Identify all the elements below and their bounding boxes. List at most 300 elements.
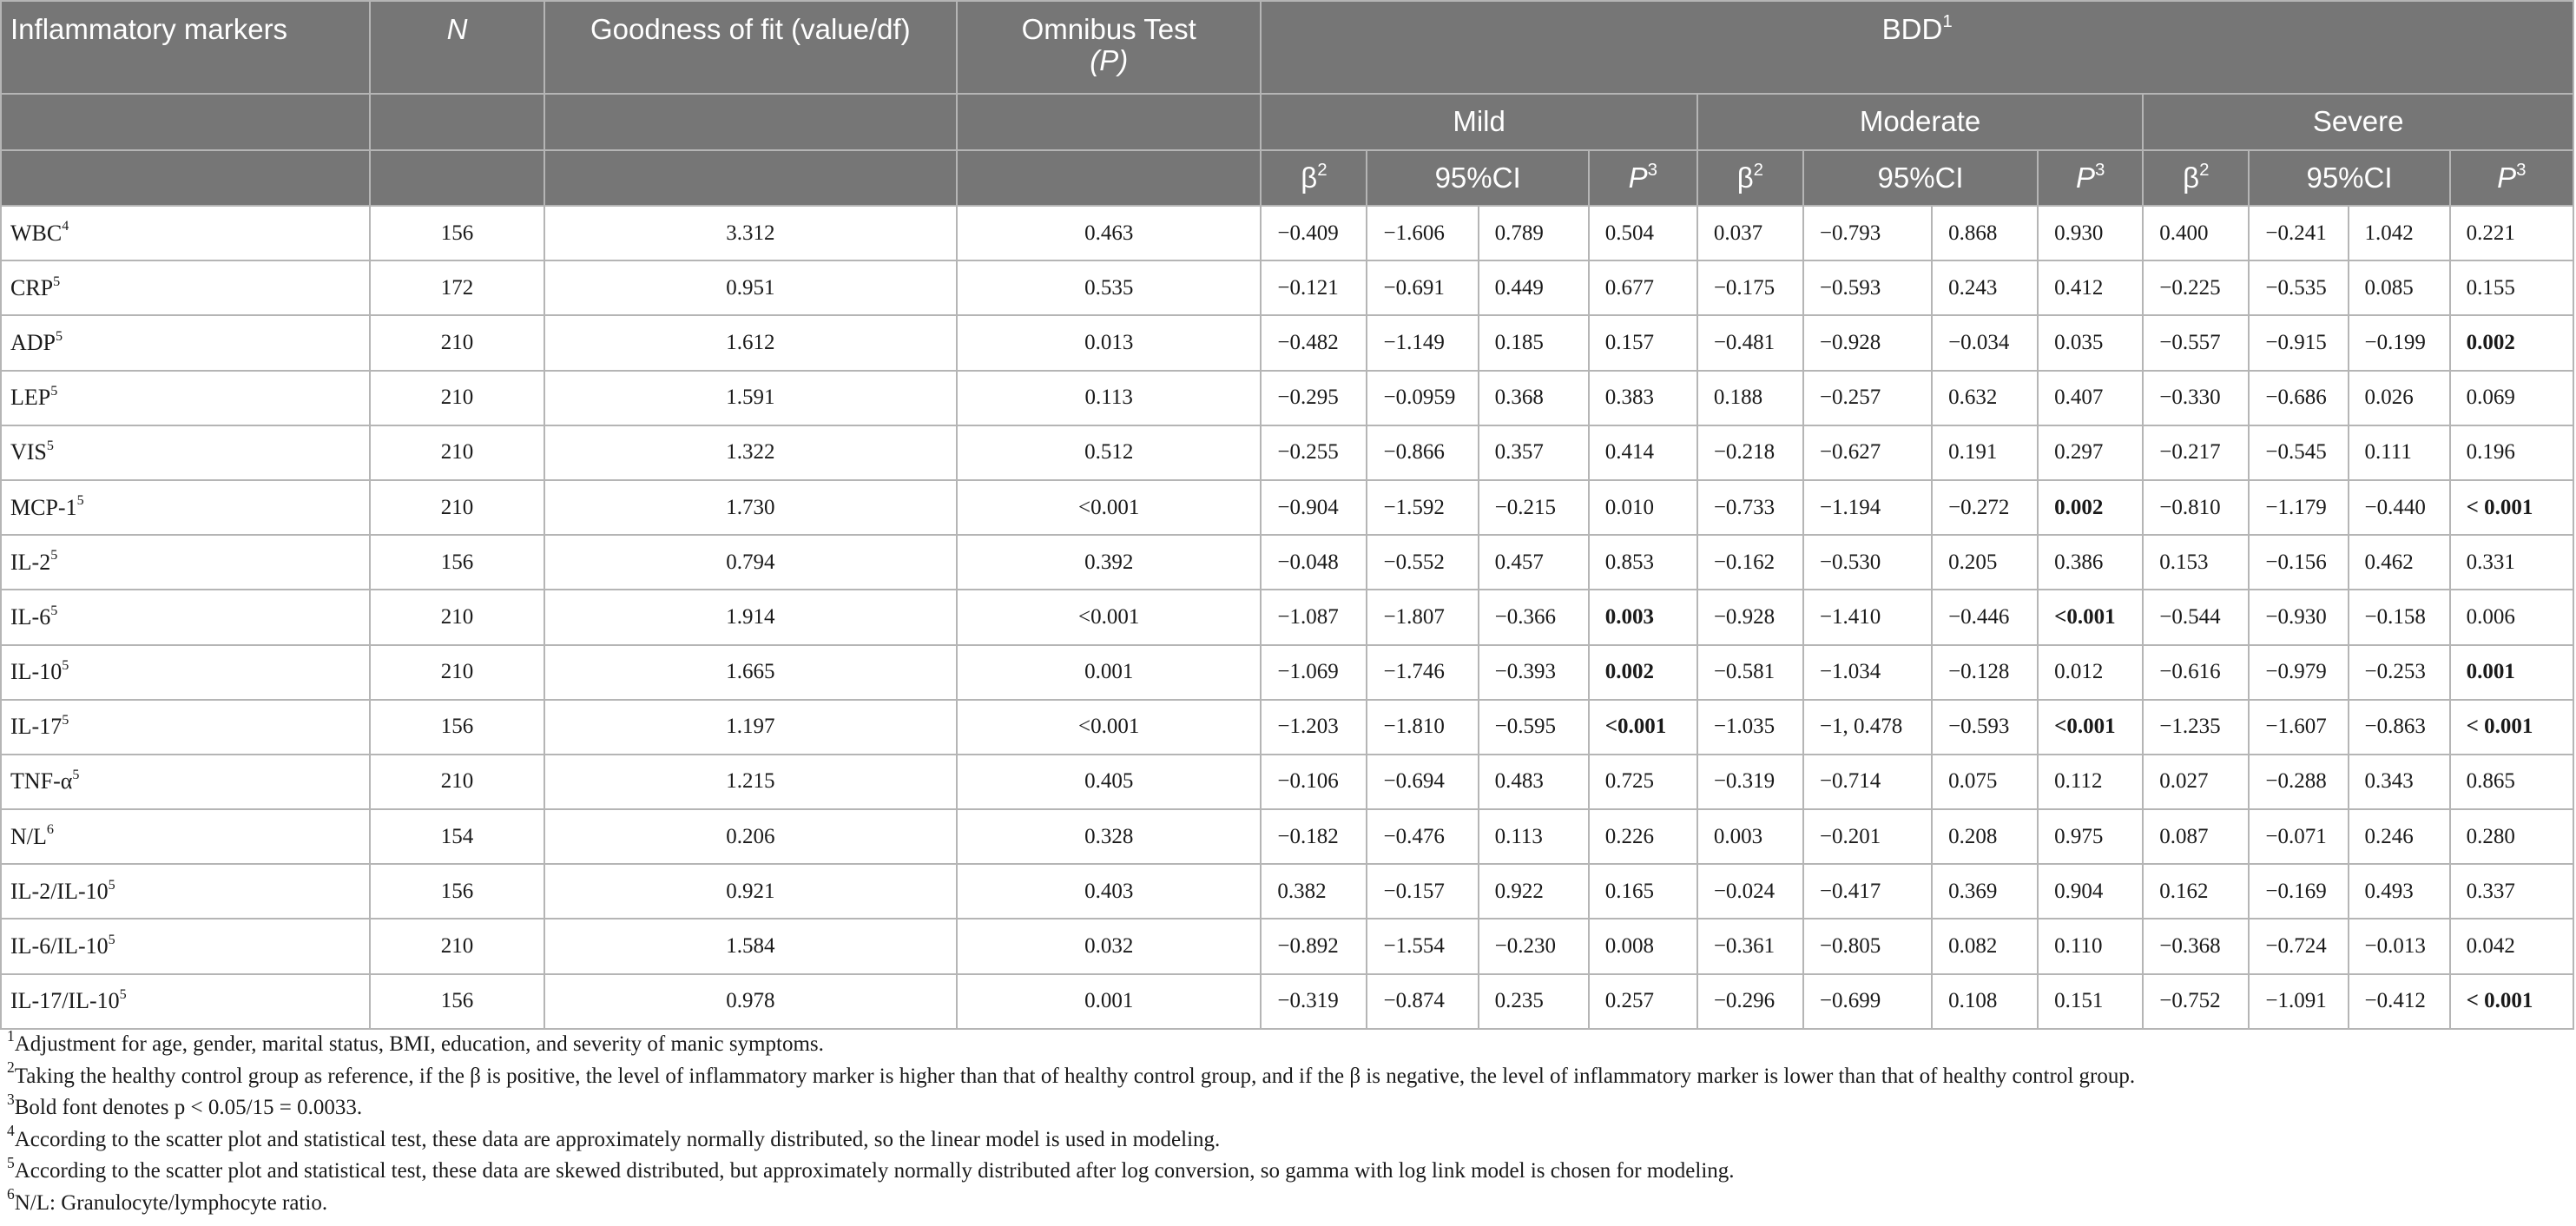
- severe-beta-cell: −0.225: [2143, 260, 2249, 315]
- mild-ci-upper-cell: −0.366: [1479, 590, 1589, 644]
- subheader-beta: $\beta^2$: [1261, 150, 1367, 206]
- footnote: [7, 1124, 2560, 1157]
- severe-p-cell: < 0.001: [2450, 480, 2573, 535]
- footnote: [7, 1058, 2560, 1093]
- severe-ci-upper-cell: 0.462: [2349, 535, 2450, 590]
- table-row: [1, 315, 2573, 370]
- subheader-ci: 95%CI: [2249, 150, 2449, 206]
- footnote-text: According to the scatter plot and statistical test, these data are skewed distributed, but approximately normally distributed after log conversion, so gamma with log link model is chosen for modeling.: [14, 1159, 1735, 1183]
- omnibus-cell: 0.113: [957, 371, 1261, 425]
- col-header-marker: Inflammatory markers: [1, 1, 370, 94]
- moderate-ci-upper-cell: −0.446: [1932, 590, 2038, 644]
- mild-ci-upper-cell: 0.789: [1479, 206, 1589, 260]
- marker-name: TNF-α: [10, 768, 73, 794]
- mild-p-cell: 0.677: [1589, 260, 1697, 315]
- marker-cell: [1, 974, 370, 1029]
- subheader-p: $P^3$: [2450, 150, 2573, 206]
- mild-ci-lower-cell: −1.554: [1367, 919, 1478, 973]
- moderate-p-cell: 0.012: [2038, 645, 2143, 700]
- mild-ci-upper-cell: 0.483: [1479, 755, 1589, 809]
- mild-ci-lower-cell: −0.866: [1367, 425, 1478, 480]
- severe-ci-upper-cell: 0.343: [2349, 755, 2450, 809]
- footnote: [7, 1092, 2560, 1124]
- n-cell: 210: [370, 480, 544, 535]
- severe-ci-lower-cell: −1.091: [2249, 974, 2348, 1029]
- omnibus-cell: 0.403: [957, 864, 1261, 919]
- omnibus-cell: 0.001: [957, 645, 1261, 700]
- gof-cell: 0.206: [544, 809, 957, 864]
- severe-ci-upper-cell: −0.158: [2349, 590, 2450, 644]
- mild-ci-upper-cell: −0.393: [1479, 645, 1589, 700]
- severe-ci-upper-cell: 0.085: [2349, 260, 2450, 315]
- marker-name: IL-17/IL-10: [10, 988, 120, 1014]
- moderate-p-cell: 0.035: [2038, 315, 2143, 370]
- moderate-ci-lower-cell: −0.805: [1803, 919, 1932, 973]
- mild-ci-lower-cell: −0.874: [1367, 974, 1478, 1029]
- mild-beta-cell: −0.482: [1261, 315, 1367, 370]
- severe-p-cell: 0.280: [2450, 809, 2573, 864]
- table-body: [1, 206, 2573, 1029]
- mild-ci-upper-cell: −0.215: [1479, 480, 1589, 535]
- marker-name: IL-17: [10, 714, 63, 740]
- moderate-p-cell: <0.001: [2038, 590, 2143, 644]
- marker-footnote-ref: 5: [62, 657, 69, 673]
- gof-cell: 1.730: [544, 480, 957, 535]
- gof-cell: 1.914: [544, 590, 957, 644]
- marker-cell: [1, 315, 370, 370]
- mild-ci-lower-cell: −0.552: [1367, 535, 1478, 590]
- footnote-text: N/L: Granulocyte/lymphocyte ratio.: [14, 1190, 328, 1215]
- table-row: [1, 755, 2573, 809]
- mild-beta-cell: −0.121: [1261, 260, 1367, 315]
- severe-beta-cell: 0.162: [2143, 864, 2249, 919]
- mild-ci-upper-cell: 0.368: [1479, 371, 1589, 425]
- n-cell: 210: [370, 755, 544, 809]
- moderate-beta-cell: −0.481: [1697, 315, 1803, 370]
- table-row: [1, 260, 2573, 315]
- marker-footnote-ref: 5: [50, 383, 58, 399]
- mild-ci-upper-cell: −0.230: [1479, 919, 1589, 973]
- footnote-text: According to the scatter plot and statistical test, these data are approximately normally distributed, so the linear model is used in modeling.: [14, 1127, 1221, 1151]
- table-row: [1, 809, 2573, 864]
- mild-p-cell: 0.383: [1589, 371, 1697, 425]
- moderate-beta-cell: −0.024: [1697, 864, 1803, 919]
- table-row: [1, 919, 2573, 973]
- marker-cell: [1, 700, 370, 755]
- marker-cell: [1, 809, 370, 864]
- mild-p-cell: 0.504: [1589, 206, 1697, 260]
- gof-cell: 0.921: [544, 864, 957, 919]
- marker-cell: [1, 425, 370, 480]
- table-row: [1, 535, 2573, 590]
- moderate-ci-upper-cell: 0.191: [1932, 425, 2038, 480]
- marker-cell: [1, 755, 370, 809]
- marker-footnote-ref: 5: [50, 548, 58, 564]
- mild-beta-cell: −0.106: [1261, 755, 1367, 809]
- omnibus-cell: 0.405: [957, 755, 1261, 809]
- footnote: [7, 1153, 2560, 1188]
- mild-beta-cell: −0.182: [1261, 809, 1367, 864]
- marker-footnote-ref: 5: [46, 438, 54, 454]
- mild-beta-cell: 0.382: [1261, 864, 1367, 919]
- severe-ci-upper-cell: −0.440: [2349, 480, 2450, 535]
- mild-p-cell: 0.257: [1589, 974, 1697, 1029]
- mild-ci-upper-cell: 0.457: [1479, 535, 1589, 590]
- severe-ci-upper-cell: −0.253: [2349, 645, 2450, 700]
- col-header-omnibus: Omnibus Test (P): [957, 1, 1261, 94]
- severe-p-cell: 0.221: [2450, 206, 2573, 260]
- moderate-p-cell: 0.297: [2038, 425, 2143, 480]
- n-cell: 156: [370, 700, 544, 755]
- gof-cell: 1.215: [544, 755, 957, 809]
- moderate-ci-upper-cell: −0.128: [1932, 645, 2038, 700]
- marker-footnote-ref: 6: [46, 822, 54, 838]
- severe-beta-cell: 0.027: [2143, 755, 2249, 809]
- marker-footnote-ref: 5: [72, 768, 80, 783]
- marker-footnote-ref: 5: [108, 877, 115, 893]
- moderate-ci-lower-cell: −0.928: [1803, 315, 1932, 370]
- severe-p-cell: 0.042: [2450, 919, 2573, 973]
- mild-ci-lower-cell: −1.149: [1367, 315, 1478, 370]
- omnibus-cell: <0.001: [957, 480, 1261, 535]
- subheader-beta: $\beta^2$: [1697, 150, 1803, 206]
- group-header-mild: Mild: [1261, 94, 1696, 150]
- mild-p-cell: 0.853: [1589, 535, 1697, 590]
- n-cell: 210: [370, 371, 544, 425]
- footnote-number: 3: [7, 1090, 15, 1108]
- moderate-ci-lower-cell: −1.194: [1803, 480, 1932, 535]
- col-header-bdd: BDD$^1$: [1261, 1, 2573, 94]
- omnibus-cell: 0.001: [957, 974, 1261, 1029]
- footnote: [7, 1185, 2560, 1220]
- mild-beta-cell: −0.048: [1261, 535, 1367, 590]
- n-cell: 156: [370, 864, 544, 919]
- omnibus-cell: 0.032: [957, 919, 1261, 973]
- moderate-p-cell: 0.112: [2038, 755, 2143, 809]
- marker-name: IL-6/IL-10: [10, 933, 109, 959]
- mild-ci-lower-cell: −0.694: [1367, 755, 1478, 809]
- moderate-ci-lower-cell: −0.257: [1803, 371, 1932, 425]
- severe-beta-cell: −0.810: [2143, 480, 2249, 535]
- moderate-beta-cell: −0.175: [1697, 260, 1803, 315]
- footnote: [7, 1026, 2560, 1061]
- moderate-beta-cell: −0.928: [1697, 590, 1803, 644]
- moderate-ci-upper-cell: −0.272: [1932, 480, 2038, 535]
- table-row: [1, 480, 2573, 535]
- moderate-ci-lower-cell: −0.593: [1803, 260, 1932, 315]
- marker-footnote-ref: 5: [53, 274, 61, 289]
- mild-ci-upper-cell: 0.357: [1479, 425, 1589, 480]
- gof-cell: 1.612: [544, 315, 957, 370]
- moderate-ci-upper-cell: 0.075: [1932, 755, 2038, 809]
- n-cell: 172: [370, 260, 544, 315]
- marker-cell: [1, 645, 370, 700]
- marker-cell: [1, 919, 370, 973]
- marker-name: MCP-1: [10, 494, 77, 520]
- footnote-number: 1: [7, 1026, 15, 1045]
- mild-ci-upper-cell: 0.113: [1479, 809, 1589, 864]
- omnibus-cell: 0.392: [957, 535, 1261, 590]
- moderate-beta-cell: −0.581: [1697, 645, 1803, 700]
- footnote-number: 4: [7, 1122, 15, 1140]
- severe-p-cell: 0.002: [2450, 315, 2573, 370]
- mild-ci-lower-cell: −1.746: [1367, 645, 1478, 700]
- marker-cell: [1, 480, 370, 535]
- severe-p-cell: 0.006: [2450, 590, 2573, 644]
- n-cell: 156: [370, 535, 544, 590]
- mild-p-cell: 0.003: [1589, 590, 1697, 644]
- mild-beta-cell: −0.904: [1261, 480, 1367, 535]
- mild-ci-lower-cell: −0.476: [1367, 809, 1478, 864]
- col-header-goodness-of-fit: Goodness of fit (value/df): [544, 1, 957, 94]
- moderate-beta-cell: −0.162: [1697, 535, 1803, 590]
- severe-beta-cell: −1.235: [2143, 700, 2249, 755]
- moderate-ci-upper-cell: 0.868: [1932, 206, 2038, 260]
- mild-p-cell: <0.001: [1589, 700, 1697, 755]
- gof-cell: 0.794: [544, 535, 957, 590]
- mild-p-cell: 0.002: [1589, 645, 1697, 700]
- mild-p-cell: 0.725: [1589, 755, 1697, 809]
- gof-cell: 1.584: [544, 919, 957, 973]
- severe-ci-upper-cell: 0.111: [2349, 425, 2450, 480]
- marker-cell: [1, 371, 370, 425]
- marker-name: WBC: [10, 220, 63, 246]
- marker-cell: [1, 590, 370, 644]
- omnibus-cell: 0.013: [957, 315, 1261, 370]
- moderate-beta-cell: 0.188: [1697, 371, 1803, 425]
- group-header-severe: Severe: [2143, 94, 2573, 150]
- gof-cell: 3.312: [544, 206, 957, 260]
- severe-beta-cell: −0.330: [2143, 371, 2249, 425]
- marker-name: CRP: [10, 274, 54, 300]
- marker-footnote-ref: 5: [119, 986, 127, 1002]
- severe-p-cell: < 0.001: [2450, 700, 2573, 755]
- mild-beta-cell: −1.069: [1261, 645, 1367, 700]
- gof-cell: 1.591: [544, 371, 957, 425]
- footnotes: [7, 1026, 2560, 1219]
- severe-ci-lower-cell: −0.915: [2249, 315, 2348, 370]
- moderate-p-cell: 0.904: [2038, 864, 2143, 919]
- marker-footnote-ref: 5: [108, 932, 115, 947]
- moderate-ci-lower-cell: −0.793: [1803, 206, 1932, 260]
- moderate-ci-upper-cell: 0.108: [1932, 974, 2038, 1029]
- severe-p-cell: 0.337: [2450, 864, 2573, 919]
- n-cell: 156: [370, 206, 544, 260]
- marker-name: IL-2/IL-10: [10, 878, 109, 904]
- n-cell: 210: [370, 645, 544, 700]
- severe-ci-upper-cell: 0.026: [2349, 371, 2450, 425]
- table-row: [1, 590, 2573, 644]
- mild-ci-lower-cell: −1.592: [1367, 480, 1478, 535]
- moderate-p-cell: 0.002: [2038, 480, 2143, 535]
- moderate-beta-cell: −0.361: [1697, 919, 1803, 973]
- marker-cell: [1, 864, 370, 919]
- marker-footnote-ref: 5: [50, 603, 58, 618]
- severe-p-cell: 0.155: [2450, 260, 2573, 315]
- marker-footnote-ref: 4: [62, 219, 69, 234]
- mild-p-cell: 0.414: [1589, 425, 1697, 480]
- table-row: [1, 645, 2573, 700]
- severe-ci-lower-cell: −0.156: [2249, 535, 2348, 590]
- severe-ci-lower-cell: −0.071: [2249, 809, 2348, 864]
- severe-p-cell: 0.196: [2450, 425, 2573, 480]
- severe-ci-lower-cell: −1.607: [2249, 700, 2348, 755]
- mild-p-cell: 0.165: [1589, 864, 1697, 919]
- moderate-ci-upper-cell: 0.205: [1932, 535, 2038, 590]
- gof-cell: 0.951: [544, 260, 957, 315]
- moderate-p-cell: 0.386: [2038, 535, 2143, 590]
- mild-beta-cell: −0.409: [1261, 206, 1367, 260]
- mild-ci-upper-cell: 0.449: [1479, 260, 1589, 315]
- omnibus-cell: 0.512: [957, 425, 1261, 480]
- marker-name: IL-6: [10, 603, 51, 629]
- mild-beta-cell: −1.203: [1261, 700, 1367, 755]
- moderate-p-cell: 0.110: [2038, 919, 2143, 973]
- moderate-beta-cell: 0.037: [1697, 206, 1803, 260]
- moderate-ci-upper-cell: −0.034: [1932, 315, 2038, 370]
- subheader-ci: 95%CI: [1367, 150, 1588, 206]
- severe-beta-cell: −0.557: [2143, 315, 2249, 370]
- moderate-beta-cell: −0.733: [1697, 480, 1803, 535]
- severe-ci-lower-cell: −0.288: [2249, 755, 2348, 809]
- marker-name: IL-10: [10, 659, 63, 685]
- n-cell: 210: [370, 590, 544, 644]
- marker-name: N/L: [10, 823, 47, 849]
- severe-p-cell: 0.001: [2450, 645, 2573, 700]
- marker-footnote-ref: 5: [62, 713, 69, 728]
- moderate-ci-upper-cell: 0.632: [1932, 371, 2038, 425]
- marker-cell: [1, 260, 370, 315]
- moderate-ci-lower-cell: −0.530: [1803, 535, 1932, 590]
- n-cell: 154: [370, 809, 544, 864]
- mild-p-cell: 0.157: [1589, 315, 1697, 370]
- marker-name: ADP: [10, 329, 56, 355]
- marker-footnote-ref: 5: [76, 493, 84, 509]
- moderate-ci-upper-cell: 0.082: [1932, 919, 2038, 973]
- n-cell: 156: [370, 974, 544, 1029]
- severe-p-cell: 0.331: [2450, 535, 2573, 590]
- moderate-ci-lower-cell: −0.714: [1803, 755, 1932, 809]
- footnote-text: Adjustment for age, gender, marital status, BMI, education, and severity of manic symptoms.: [14, 1032, 824, 1056]
- marker-footnote-ref: 5: [56, 328, 63, 344]
- moderate-p-cell: <0.001: [2038, 700, 2143, 755]
- severe-beta-cell: −0.368: [2143, 919, 2249, 973]
- marker-cell: [1, 535, 370, 590]
- table-header: [1, 1, 2573, 206]
- severe-ci-lower-cell: −1.179: [2249, 480, 2348, 535]
- moderate-beta-cell: −1.035: [1697, 700, 1803, 755]
- mild-p-cell: 0.226: [1589, 809, 1697, 864]
- moderate-ci-lower-cell: −1.034: [1803, 645, 1932, 700]
- moderate-p-cell: 0.151: [2038, 974, 2143, 1029]
- omnibus-cell: 0.328: [957, 809, 1261, 864]
- table-row: [1, 371, 2573, 425]
- omnibus-cell: <0.001: [957, 590, 1261, 644]
- severe-beta-cell: 0.153: [2143, 535, 2249, 590]
- severe-ci-upper-cell: −0.199: [2349, 315, 2450, 370]
- footnote-text: Taking the healthy control group as reference, if the β is positive, the level of inflammatory marker is higher than that of healthy control group, and if the β is negative, the level of inflammatory marker is lower than that of healthy control group.: [14, 1064, 2136, 1088]
- severe-ci-upper-cell: 0.493: [2349, 864, 2450, 919]
- mild-ci-lower-cell: −1.606: [1367, 206, 1478, 260]
- gof-cell: 1.197: [544, 700, 957, 755]
- footnote-number: 5: [7, 1153, 15, 1171]
- moderate-ci-upper-cell: 0.369: [1932, 864, 2038, 919]
- severe-ci-lower-cell: −0.724: [2249, 919, 2348, 973]
- mild-beta-cell: −1.087: [1261, 590, 1367, 644]
- group-header-moderate: Moderate: [1697, 94, 2143, 150]
- omnibus-p-label: (P): [1090, 44, 1129, 77]
- severe-ci-upper-cell: −0.412: [2349, 974, 2450, 1029]
- severe-p-cell: 0.865: [2450, 755, 2573, 809]
- moderate-ci-upper-cell: 0.208: [1932, 809, 2038, 864]
- mild-ci-lower-cell: −0.691: [1367, 260, 1478, 315]
- severe-ci-lower-cell: −0.979: [2249, 645, 2348, 700]
- mild-ci-upper-cell: −0.595: [1479, 700, 1589, 755]
- omnibus-cell: <0.001: [957, 700, 1261, 755]
- severe-ci-lower-cell: −0.686: [2249, 371, 2348, 425]
- severe-ci-upper-cell: −0.013: [2349, 919, 2450, 973]
- severe-ci-lower-cell: −0.545: [2249, 425, 2348, 480]
- mild-beta-cell: −0.255: [1261, 425, 1367, 480]
- severe-ci-upper-cell: −0.863: [2349, 700, 2450, 755]
- moderate-ci-upper-cell: −0.593: [1932, 700, 2038, 755]
- marker-cell: [1, 206, 370, 260]
- table-row: [1, 425, 2573, 480]
- col-header-n: N: [370, 1, 544, 94]
- moderate-beta-cell: −0.319: [1697, 755, 1803, 809]
- moderate-ci-lower-cell: −1, 0.478: [1803, 700, 1932, 755]
- moderate-p-cell: 0.930: [2038, 206, 2143, 260]
- gof-cell: 1.665: [544, 645, 957, 700]
- subheader-beta: $\beta^2$: [2143, 150, 2249, 206]
- moderate-beta-cell: −0.218: [1697, 425, 1803, 480]
- omnibus-cell: 0.463: [957, 206, 1261, 260]
- severe-beta-cell: −0.544: [2143, 590, 2249, 644]
- moderate-p-cell: 0.975: [2038, 809, 2143, 864]
- table-row: [1, 864, 2573, 919]
- table-row: [1, 700, 2573, 755]
- moderate-p-cell: 0.407: [2038, 371, 2143, 425]
- mild-beta-cell: −0.892: [1261, 919, 1367, 973]
- mild-ci-lower-cell: −1.810: [1367, 700, 1478, 755]
- table-row: [1, 206, 2573, 260]
- moderate-ci-lower-cell: −1.410: [1803, 590, 1932, 644]
- table-row: [1, 974, 2573, 1029]
- moderate-p-cell: 0.412: [2038, 260, 2143, 315]
- n-cell: 210: [370, 315, 544, 370]
- moderate-ci-lower-cell: −0.201: [1803, 809, 1932, 864]
- marker-name: VIS: [10, 439, 47, 465]
- severe-ci-upper-cell: 0.246: [2349, 809, 2450, 864]
- mild-ci-upper-cell: 0.235: [1479, 974, 1589, 1029]
- severe-p-cell: 0.069: [2450, 371, 2573, 425]
- moderate-ci-lower-cell: −0.417: [1803, 864, 1932, 919]
- severe-p-cell: < 0.001: [2450, 974, 2573, 1029]
- moderate-ci-upper-cell: 0.243: [1932, 260, 2038, 315]
- severe-ci-lower-cell: −0.241: [2249, 206, 2348, 260]
- mild-ci-lower-cell: −0.0959: [1367, 371, 1478, 425]
- mild-beta-cell: −0.295: [1261, 371, 1367, 425]
- severe-beta-cell: 0.087: [2143, 809, 2249, 864]
- severe-beta-cell: −0.217: [2143, 425, 2249, 480]
- severe-ci-lower-cell: −0.169: [2249, 864, 2348, 919]
- mild-ci-upper-cell: 0.922: [1479, 864, 1589, 919]
- footnote-number: 6: [7, 1185, 15, 1203]
- footnote-number: 2: [7, 1058, 15, 1077]
- gof-cell: 1.322: [544, 425, 957, 480]
- severe-ci-lower-cell: −0.930: [2249, 590, 2348, 644]
- moderate-beta-cell: −0.296: [1697, 974, 1803, 1029]
